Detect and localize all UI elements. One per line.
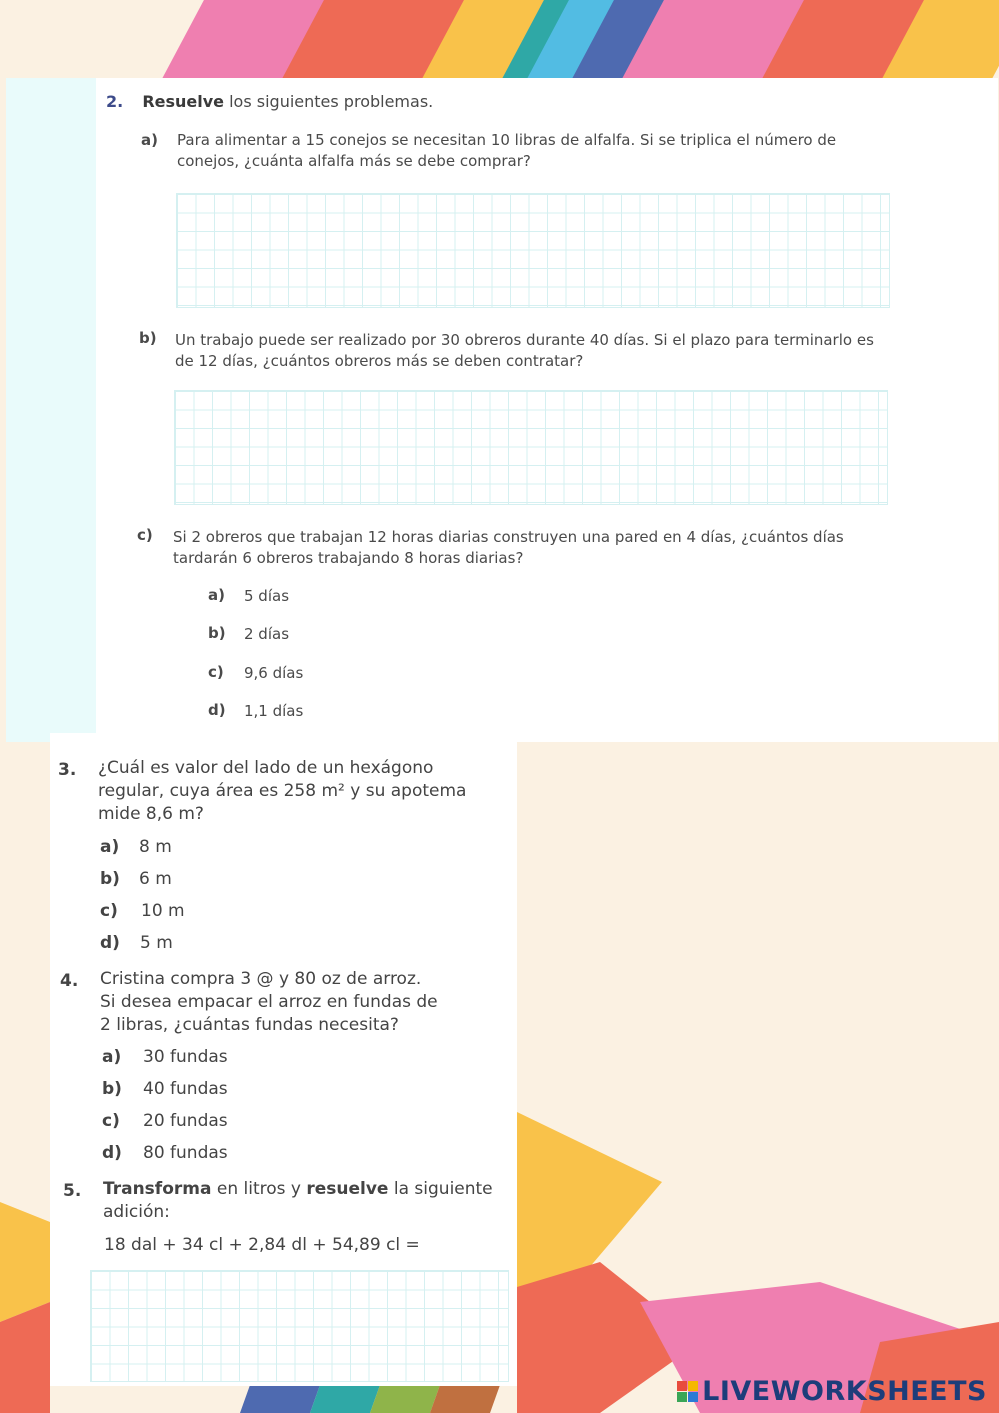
problem-2c-line2: tardarán 6 obreros trabajando 8 horas diarias? (173, 549, 524, 567)
problem-2a-label: a) (141, 131, 158, 149)
option-2c-a-text[interactable]: 5 días (244, 587, 290, 605)
worksheet-upper-panel (6, 78, 998, 742)
problem-2-title-bold: Resuelve (142, 92, 225, 111)
worksheet-lower-panel (50, 733, 517, 1386)
problem-4-line3: 2 libras, ¿cuántas fundas necesita? (100, 1015, 399, 1035)
problem-4-line1: Cristina compra 3 @ y 80 oz de arroz. (100, 969, 422, 989)
liveworksheets-logo (677, 1376, 987, 1407)
problem-5-text (103, 1178, 513, 1224)
option-2c-c-text[interactable]: 9,6 días (244, 664, 304, 682)
problem-5-bold1: Transforma (103, 1179, 212, 1199)
top-decorative-band (0, 0, 999, 80)
problem-2-number: 2. (106, 92, 124, 111)
option-4-a-label[interactable]: a) (102, 1047, 122, 1067)
deco-bottom-green (370, 1385, 440, 1413)
option-2c-c-label[interactable]: c) (208, 663, 224, 681)
problem-3-line2: regular, cuya área es 258 m² y su apotema (98, 781, 467, 801)
problem-5-line1 (103, 1178, 513, 1201)
problem-2-title-rest: los siguientes problemas. (224, 92, 434, 111)
problem-2c-label: c) (137, 526, 153, 544)
deco-bottom-brown (430, 1385, 500, 1413)
option-3-d-text[interactable]: 5 m (140, 933, 173, 953)
option-3-a-text[interactable]: 8 m (139, 837, 172, 857)
option-4-c-label[interactable]: c) (102, 1111, 120, 1131)
option-2c-a-label[interactable]: a) (208, 586, 225, 604)
problem-5-equation: 18 dal + 34 cl + 2,84 dl + 54,89 cl = (104, 1235, 420, 1255)
left-tint-strip (6, 78, 96, 742)
deco-bottom-teal (310, 1385, 380, 1413)
option-4-d-label[interactable]: d) (102, 1143, 122, 1163)
problem-2b-line2: de 12 días, ¿cuántos obreros más se deben contratar? (175, 352, 584, 370)
option-4-b-label[interactable]: b) (102, 1079, 122, 1099)
option-4-a-text[interactable]: 30 fundas (143, 1047, 228, 1067)
option-3-c-label[interactable]: c) (100, 901, 118, 921)
option-2c-d-label[interactable]: d) (208, 701, 226, 719)
problem-4-line2: Si desea empacar el arroz en fundas de (100, 992, 438, 1012)
option-3-d-label[interactable]: d) (100, 933, 120, 953)
option-2c-d-text[interactable]: 1,1 días (244, 702, 304, 720)
problem-2c-line1: Si 2 obreros que trabajan 12 horas diarias construyen una pared en 4 días, ¿cuántos días (173, 528, 844, 546)
option-3-b-label[interactable]: b) (100, 869, 120, 889)
problem-4-number: 4. (60, 971, 79, 991)
deco-bottom-blue (240, 1385, 320, 1413)
answer-grid-5[interactable] (90, 1270, 509, 1382)
problem-2-heading (106, 91, 433, 112)
problem-2a-line1: Para alimentar a 15 conejos se necesitan 10 libras de alfalfa. Si se triplica el número de (177, 131, 837, 149)
option-4-c-text[interactable]: 20 fundas (143, 1111, 228, 1131)
problem-3-line1: ¿Cuál es valor del lado de un hexágono (98, 758, 434, 778)
problem-5-line2: adición: (103, 1202, 170, 1222)
problem-5-mid: en litros y (211, 1179, 307, 1199)
option-4-b-text[interactable]: 40 fundas (143, 1079, 228, 1099)
answer-grid-2b[interactable] (174, 390, 888, 505)
problem-5-bold2: resuelve (306, 1179, 389, 1199)
problem-2b-text (175, 330, 905, 372)
problem-3-text (98, 757, 508, 826)
problem-2b-label: b) (139, 329, 157, 347)
option-3-c-text[interactable]: 10 m (141, 901, 185, 921)
brand-text: LIVEWORKSHEETS (702, 1376, 987, 1407)
problem-2a-line2: conejos, ¿cuánta alfalfa más se debe comprar? (177, 152, 531, 170)
problem-2c-text (173, 527, 903, 569)
deco-left-yellow (0, 1202, 50, 1322)
problem-3-line3: mide 8,6 m? (98, 804, 204, 824)
problem-2b-line1: Un trabajo puede ser realizado por 30 obreros durante 40 días. Si el plazo para terminarlo es (175, 331, 874, 349)
option-2c-b-text[interactable]: 2 días (244, 625, 290, 643)
option-3-a-label[interactable]: a) (100, 837, 120, 857)
option-4-d-text[interactable]: 80 fundas (143, 1143, 228, 1163)
problem-3-number: 3. (58, 760, 77, 780)
problem-5-end: la siguiente (388, 1179, 493, 1199)
answer-grid-2a[interactable] (176, 193, 890, 308)
option-3-b-text[interactable]: 6 m (139, 869, 172, 889)
option-2c-b-label[interactable]: b) (208, 624, 226, 642)
problem-4-text (100, 968, 510, 1037)
problem-5-number: 5. (63, 1181, 82, 1201)
logo-mark-icon (677, 1381, 699, 1403)
problem-2a-text (177, 130, 907, 172)
